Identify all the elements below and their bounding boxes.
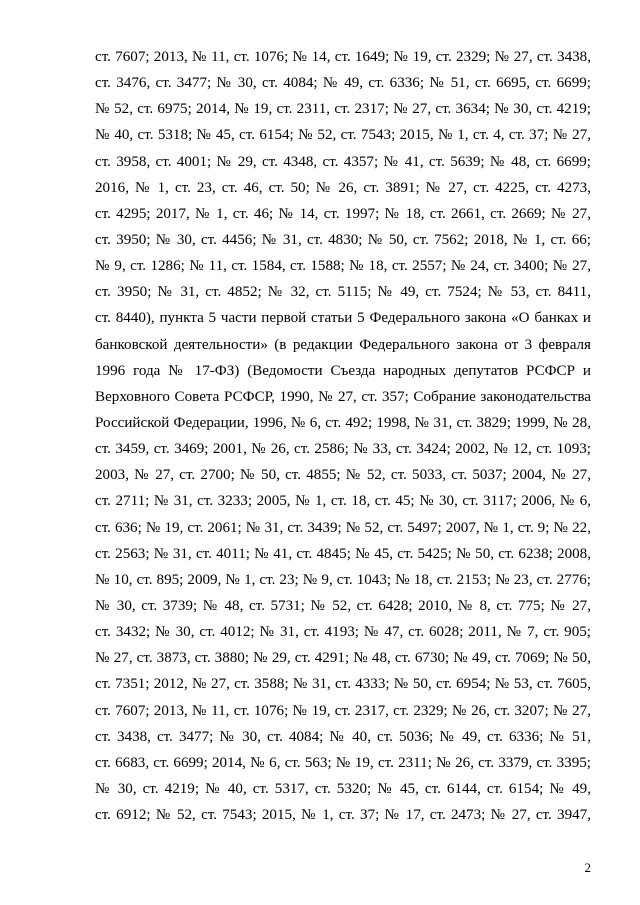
text-line: ст. 8440), пункта 5 части первой статьи 5 Федерального закона «О банках и [95, 310, 591, 327]
text-line: ст. 4295; 2017, № 1, ст. 46; № 14, ст. 1997; № 18, ст. 2661, ст. 2669; № 27, [95, 205, 591, 222]
text-line: № 9, ст. 1286; № 11, ст. 1584, ст. 1588; № 18, ст. 2557; № 24, ст. 3400; № 27, [95, 258, 591, 275]
text-line: ст. 3476, ст. 3477; № 30, ст. 4084; № 49, ст. 6336; № 51, ст. 6695, ст. 6699; [95, 75, 591, 92]
text-line: № 40, ст. 5318; № 45, ст. 6154; № 52, ст. 7543; 2015, № 1, ст. 4, ст. 37; № 27, [95, 127, 591, 144]
text-line: ст. 3438, ст. 3477; № 30, ст. 4084; № 40, ст. 5036; № 49, ст. 6336; № 51, [95, 728, 591, 745]
text-line: ст. 2711; № 31, ст. 3233; 2005, № 1, ст. 18, ст. 45; № 30, ст. 3117; 2006, № 6, [95, 493, 591, 510]
text-line: ст. 7607; 2013, № 11, ст. 1076; № 14, ст. 1649; № 19, ст. 2329; № 27, ст. 3438, [95, 49, 591, 65]
text-line: № 27, ст. 3873, ст. 3880; № 29, ст. 4291; № 48, ст. 6730; № 49, ст. 7069; № 50, [95, 650, 591, 667]
page-number: 2 [584, 860, 591, 875]
text-line: № 30, ст. 3739; № 48, ст. 5731; № 52, ст. 6428; 2010, № 8, ст. 775; № 27, [95, 597, 591, 614]
text-line: Верховного Совета РСФСР, 1990, № 27, ст. 357; Собрание законодательства [95, 388, 591, 405]
document-body [95, 44, 591, 828]
text-line: ст. 3950; № 31, ст. 4852; № 32, ст. 5115; № 49, ст. 7524; № 53, ст. 8411, [95, 284, 591, 301]
text-line: № 52, ст. 6975; 2014, № 19, ст. 2311, ст. 2317; № 27, ст. 3634; № 30, ст. 4219; [95, 101, 591, 118]
text-line: банковской деятельности» (в редакции Федерального закона от 3 февраля [95, 336, 591, 353]
text-line: ст. 6912; № 52, ст. 7543; 2015, № 1, ст. 37; № 17, ст. 2473; № 27, ст. 3947, [95, 807, 591, 824]
text-line: ст. 3432; № 30, ст. 4012; № 31, ст. 4193; № 47, ст. 6028; 2011, № 7, ст. 905; [95, 624, 591, 641]
text-line: 2016, № 1, ст. 23, ст. 46, ст. 50; № 26, ст. 3891; № 27, ст. 4225, ст. 4273, [95, 179, 591, 196]
text-line: ст. 7607; 2013, № 11, ст. 1076; № 19, ст. 2317, ст. 2329; № 26, ст. 3207; № 27, [95, 702, 591, 719]
text-line: Российской Федерации, 1996, № 6, ст. 492; 1998, № 31, ст. 3829; 1999, № 28, [95, 414, 591, 431]
text-line: ст. 3459, ст. 3469; 2001, № 26, ст. 2586; № 33, ст. 3424; 2002, № 12, ст. 1093; [95, 441, 591, 458]
text-line: 2003, № 27, ст. 2700; № 50, ст. 4855; № 52, ст. 5033, ст. 5037; 2004, № 27, [95, 467, 591, 484]
text-line: ст. 3958, ст. 4001; № 29, ст. 4348, ст. 4357; № 41, ст. 5639; № 48, ст. 6699; [95, 153, 591, 170]
text-line: ст. 3950; № 30, ст. 4456; № 31, ст. 4830; № 50, ст. 7562; 2018, № 1, ст. 66; [95, 231, 591, 248]
text-line: ст. 6683, ст. 6699; 2014, № 6, ст. 563; № 19, ст. 2311; № 26, ст. 3379, ст. 3395; [95, 754, 591, 771]
text-line: ст. 636; № 19, ст. 2061; № 31, ст. 3439; № 52, ст. 5497; 2007, № 1, ст. 9; № 22, [95, 519, 591, 536]
text-line: ст. 7351; 2012, № 27, ст. 3588; № 31, ст. 4333; № 50, ст. 6954; № 53, ст. 7605, [95, 676, 591, 693]
text-line: 1996 года № 17-ФЗ) (Ведомости Съезда народных депутатов РСФСР и [95, 362, 591, 379]
text-line: № 30, ст. 4219; № 40, ст. 5317, ст. 5320; № 45, ст. 6144, ст. 6154; № 49, [95, 780, 591, 797]
text-line: № 10, ст. 895; 2009, № 1, ст. 23; № 9, ст. 1043; № 18, ст. 2153; № 23, ст. 2776; [95, 571, 591, 588]
text-line: ст. 2563; № 31, ст. 4011; № 41, ст. 4845; № 45, ст. 5425; № 50, ст. 6238; 2008, [95, 545, 591, 562]
